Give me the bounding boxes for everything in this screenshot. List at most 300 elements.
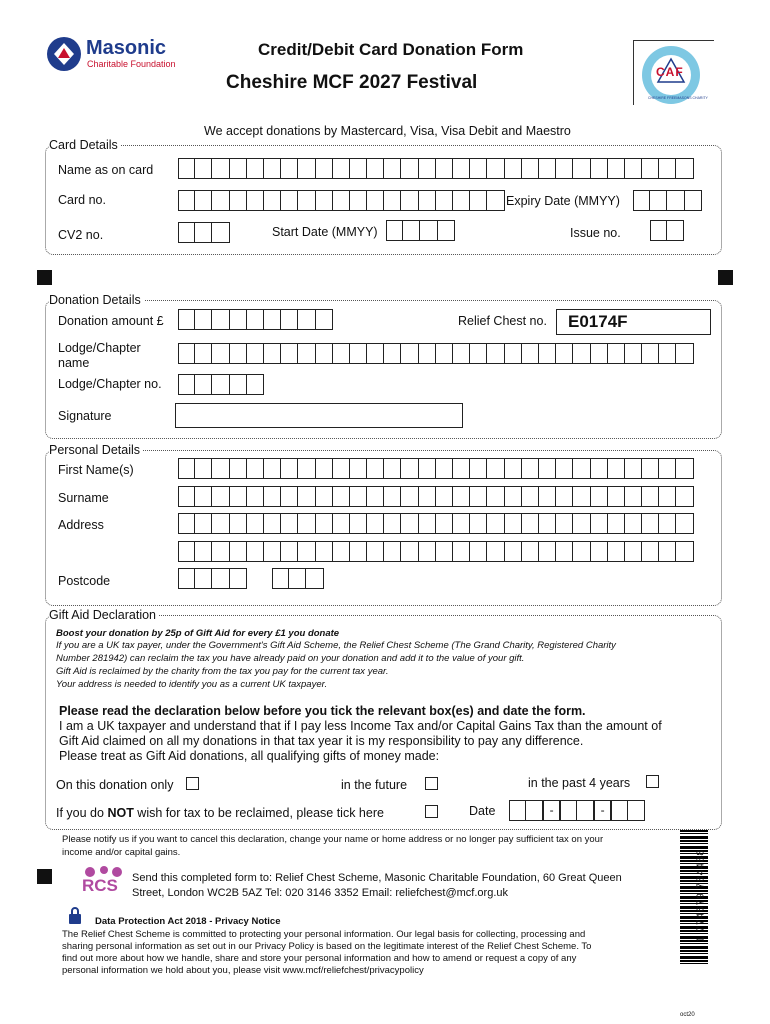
char-box[interactable] [608, 513, 625, 534]
cv2-boxes[interactable] [178, 222, 230, 243]
char-box[interactable] [453, 458, 470, 479]
char-box[interactable] [247, 541, 264, 562]
lodge-name-label-2: name [58, 356, 90, 370]
char-box[interactable] [625, 343, 642, 364]
char-box[interactable] [591, 513, 608, 534]
char-box[interactable] [247, 190, 264, 211]
char-box[interactable] [178, 486, 195, 507]
char-box[interactable] [230, 458, 247, 479]
char-box[interactable] [505, 486, 522, 507]
char-box[interactable] [453, 513, 470, 534]
char-box[interactable] [386, 220, 403, 241]
char-box[interactable] [384, 158, 401, 179]
seal-text: CHESHIRE FREEMASONS CHARITY [648, 96, 708, 100]
char-box[interactable] [633, 190, 650, 211]
char-box[interactable] [539, 158, 556, 179]
char-box[interactable] [573, 458, 590, 479]
char-box[interactable] [316, 158, 333, 179]
surname-boxes[interactable] [178, 486, 694, 507]
notify-line-1: Please notify us if you want to cancel this declaration, change your name or home address or no longer pay sufficient tax on your [62, 834, 604, 845]
char-box[interactable] [539, 513, 556, 534]
char-box[interactable] [333, 513, 350, 534]
char-box[interactable] [230, 568, 247, 589]
char-box[interactable] [247, 374, 264, 395]
char-box[interactable] [384, 190, 401, 211]
char-box[interactable] [350, 190, 367, 211]
char-box[interactable] [281, 458, 298, 479]
privacy-line-4: personal information we hold about you, please visit www.mcf/reliefchest/privacypolicy [62, 965, 424, 976]
seal-letters: CAF [656, 65, 684, 79]
char-box[interactable] [195, 486, 212, 507]
char-box[interactable] [470, 458, 487, 479]
char-box[interactable] [316, 309, 333, 330]
char-box[interactable] [212, 343, 229, 364]
issue-boxes[interactable] [650, 220, 684, 241]
char-box[interactable] [298, 513, 315, 534]
char-box[interactable] [350, 343, 367, 364]
char-box[interactable] [420, 220, 437, 241]
char-box[interactable] [556, 486, 573, 507]
char-box[interactable] [178, 513, 195, 534]
char-box[interactable] [281, 158, 298, 179]
char-box[interactable] [628, 800, 645, 821]
issue-label: Issue no. [570, 226, 621, 240]
no-reclaim-checkbox[interactable] [425, 805, 438, 818]
char-box[interactable] [350, 541, 367, 562]
char-box[interactable] [247, 486, 264, 507]
char-box[interactable] [642, 486, 659, 507]
char-box[interactable] [195, 541, 212, 562]
char-box[interactable] [625, 458, 642, 479]
char-box[interactable] [195, 458, 212, 479]
char-box[interactable] [470, 190, 487, 211]
char-box[interactable] [333, 486, 350, 507]
footer-code: oct20 [680, 1012, 695, 1018]
char-box[interactable] [281, 190, 298, 211]
char-box[interactable] [436, 541, 453, 562]
char-box[interactable] [212, 309, 229, 330]
start-date-label: Start Date (MMYY) [272, 225, 378, 239]
char-box[interactable] [401, 541, 418, 562]
char-box[interactable] [436, 486, 453, 507]
char-box[interactable] [316, 190, 333, 211]
form-title: Credit/Debit Card Donation Form [258, 40, 524, 59]
card-number-label: Card no. [58, 193, 106, 207]
char-box[interactable] [608, 541, 625, 562]
start-date-boxes[interactable] [386, 220, 455, 241]
postcode-boxes-1[interactable] [178, 568, 247, 589]
char-box[interactable] [230, 190, 247, 211]
lock-icon [68, 907, 82, 925]
char-box[interactable] [659, 343, 676, 364]
lodge-number-label: Lodge/Chapter no. [58, 377, 162, 391]
char-box[interactable] [667, 220, 684, 241]
char-box[interactable] [625, 541, 642, 562]
char-box[interactable] [333, 190, 350, 211]
first-name-boxes[interactable] [178, 458, 694, 479]
char-box[interactable] [316, 343, 333, 364]
char-box[interactable] [522, 158, 539, 179]
char-box[interactable] [642, 158, 659, 179]
char-box[interactable] [611, 800, 628, 821]
char-box[interactable] [195, 568, 212, 589]
no-reclaim-label [56, 806, 384, 820]
char-box[interactable] [247, 158, 264, 179]
gift-aid-text-4: Your address is needed to identify you as a current UK taxpayer. [56, 679, 328, 690]
char-box[interactable] [289, 568, 306, 589]
char-box[interactable] [526, 800, 543, 821]
char-box[interactable] [212, 222, 229, 243]
char-box[interactable] [659, 486, 676, 507]
char-box[interactable] [212, 486, 229, 507]
char-box[interactable] [676, 343, 693, 364]
char-box[interactable] [676, 513, 693, 534]
lodge-number-boxes[interactable] [178, 374, 264, 395]
char-box[interactable] [247, 458, 264, 479]
char-box[interactable] [659, 513, 676, 534]
char-box[interactable] [401, 458, 418, 479]
char-box[interactable] [685, 190, 702, 211]
char-box[interactable] [625, 158, 642, 179]
char-box[interactable] [195, 513, 212, 534]
char-box[interactable] [659, 541, 676, 562]
char-box[interactable] [487, 513, 504, 534]
char-box[interactable] [419, 486, 436, 507]
lodge-name-boxes[interactable] [178, 343, 694, 364]
no-reclaim-text-pre: If you do [56, 806, 108, 820]
char-box[interactable] [487, 190, 504, 211]
char-box[interactable] [212, 541, 229, 562]
char-box[interactable] [367, 513, 384, 534]
char-box[interactable] [298, 458, 315, 479]
char-box[interactable] [195, 222, 212, 243]
privacy-line-1: The Relief Chest Scheme is committed to protecting your personal information. Our legal basis for collecting, processing and [62, 929, 586, 940]
char-box[interactable] [230, 486, 247, 507]
char-box[interactable] [178, 541, 195, 562]
this-donation-checkbox[interactable] [186, 777, 199, 790]
char-box[interactable] [487, 343, 504, 364]
char-box[interactable] [403, 220, 420, 241]
char-box[interactable] [509, 800, 526, 821]
char-box[interactable] [573, 343, 590, 364]
char-box[interactable] [556, 158, 573, 179]
char-box[interactable] [195, 309, 212, 330]
char-box[interactable] [556, 458, 573, 479]
char-box[interactable] [676, 541, 693, 562]
char-box[interactable] [539, 458, 556, 479]
cv2-label: CV2 no. [58, 228, 104, 242]
name-on-card-boxes[interactable] [178, 158, 694, 179]
char-box[interactable] [367, 190, 384, 211]
char-box[interactable] [212, 158, 229, 179]
brand-name: Masonic [86, 37, 167, 59]
send-line-2: Street, London WC2B 5AZ Tel: 020 3146 3352 Email: reliefchest@mcf.org.uk [132, 887, 508, 899]
char-box[interactable] [591, 158, 608, 179]
char-box[interactable] [487, 486, 504, 507]
char-box[interactable] [539, 343, 556, 364]
corner-mark-right [718, 270, 733, 285]
char-box[interactable] [419, 541, 436, 562]
donation-amount-boxes[interactable] [178, 309, 333, 330]
char-box[interactable] [298, 190, 315, 211]
postcode-boxes-2[interactable] [272, 568, 324, 589]
char-box[interactable] [272, 568, 289, 589]
masonic-logo [46, 36, 181, 72]
char-box[interactable] [384, 458, 401, 479]
char-box[interactable] [436, 343, 453, 364]
char-box[interactable] [178, 568, 195, 589]
char-box[interactable] [298, 541, 315, 562]
char-box[interactable] [591, 486, 608, 507]
char-box[interactable] [316, 541, 333, 562]
char-box[interactable] [401, 343, 418, 364]
first-name-label: First Name(s) [58, 463, 134, 477]
char-box[interactable] [522, 343, 539, 364]
char-box[interactable] [419, 458, 436, 479]
signature-field[interactable] [175, 403, 463, 428]
char-box[interactable] [178, 458, 195, 479]
address-label: Address [58, 518, 104, 532]
char-box[interactable] [212, 458, 229, 479]
declaration-3: Please treat as Gift Aid donations, all qualifying gifts of money made: [59, 749, 440, 763]
relief-chest-value: E0174F [568, 312, 628, 331]
char-box[interactable] [230, 374, 247, 395]
address-boxes-2[interactable] [178, 541, 694, 562]
char-box[interactable] [281, 513, 298, 534]
gift-aid-text-2: Number 281942) can reclaim the tax you have already paid on your donation and add it to the value of your gift. [56, 653, 525, 664]
char-box[interactable] [608, 486, 625, 507]
char-box[interactable] [573, 158, 590, 179]
char-box[interactable] [438, 220, 455, 241]
char-box[interactable] [642, 513, 659, 534]
char-box[interactable] [230, 541, 247, 562]
char-box[interactable] [676, 158, 693, 179]
char-box[interactable] [453, 541, 470, 562]
char-box[interactable] [470, 486, 487, 507]
char-box[interactable] [539, 486, 556, 507]
past-4-years-checkbox[interactable] [646, 775, 659, 788]
date-label: Date [469, 804, 496, 818]
char-box[interactable] [608, 343, 625, 364]
char-box[interactable] [667, 190, 684, 211]
char-box[interactable] [247, 309, 264, 330]
char-box[interactable] [367, 486, 384, 507]
char-box[interactable] [419, 158, 436, 179]
char-box[interactable] [333, 343, 350, 364]
char-box[interactable] [453, 190, 470, 211]
char-box[interactable] [264, 158, 281, 179]
char-box[interactable] [522, 458, 539, 479]
address-boxes-1[interactable] [178, 513, 694, 534]
char-box[interactable] [470, 541, 487, 562]
char-box[interactable] [333, 541, 350, 562]
char-box[interactable] [230, 158, 247, 179]
char-box[interactable] [436, 458, 453, 479]
date-sep-1-box [543, 800, 560, 821]
char-box[interactable] [316, 513, 333, 534]
char-box[interactable] [591, 541, 608, 562]
char-box[interactable] [350, 458, 367, 479]
char-box[interactable] [487, 458, 504, 479]
char-box[interactable] [505, 458, 522, 479]
char-box[interactable] [676, 458, 693, 479]
date-boxes-day[interactable] [509, 800, 543, 821]
char-box[interactable] [178, 222, 195, 243]
char-box[interactable] [650, 220, 667, 241]
gift-aid-text-1: If you are a UK tax payer, under the Government's Gift Aid Scheme, the Relief Chest Scheme (The Grand Charity, Registered Charity [56, 640, 616, 651]
char-box[interactable] [453, 486, 470, 507]
char-box[interactable] [436, 190, 453, 211]
char-box[interactable] [608, 458, 625, 479]
char-box[interactable] [264, 309, 281, 330]
char-box[interactable] [401, 513, 418, 534]
char-box[interactable] [281, 541, 298, 562]
char-box[interactable] [178, 190, 195, 211]
char-box[interactable] [281, 486, 298, 507]
char-box[interactable] [676, 486, 693, 507]
char-box[interactable] [178, 374, 195, 395]
char-box[interactable] [384, 513, 401, 534]
date-boxes-year[interactable] [611, 800, 645, 821]
char-box[interactable] [264, 190, 281, 211]
char-box[interactable] [470, 158, 487, 179]
char-box[interactable] [591, 458, 608, 479]
char-box[interactable] [264, 458, 281, 479]
char-box[interactable] [212, 568, 229, 589]
char-box[interactable] [178, 309, 195, 330]
char-box[interactable] [316, 486, 333, 507]
char-box[interactable] [642, 541, 659, 562]
char-box[interactable] [573, 541, 590, 562]
char-box[interactable] [281, 309, 298, 330]
char-box[interactable] [470, 513, 487, 534]
char-box[interactable] [264, 541, 281, 562]
char-box[interactable] [470, 343, 487, 364]
char-box[interactable] [560, 800, 577, 821]
barcode [680, 830, 722, 965]
char-box[interactable] [419, 343, 436, 364]
char-box[interactable] [522, 486, 539, 507]
char-box[interactable] [556, 343, 573, 364]
char-box[interactable] [505, 343, 522, 364]
char-box[interactable] [436, 158, 453, 179]
char-box[interactable] [573, 486, 590, 507]
char-box[interactable] [350, 486, 367, 507]
char-box[interactable] [195, 190, 212, 211]
char-box[interactable] [401, 158, 418, 179]
char-box[interactable] [625, 513, 642, 534]
char-box[interactable] [419, 513, 436, 534]
char-box[interactable] [178, 158, 195, 179]
char-box[interactable] [333, 458, 350, 479]
char-box[interactable] [178, 343, 195, 364]
char-box[interactable] [401, 486, 418, 507]
char-box[interactable] [642, 458, 659, 479]
char-box[interactable] [212, 513, 229, 534]
char-box[interactable] [436, 513, 453, 534]
char-box[interactable] [659, 458, 676, 479]
char-box[interactable] [487, 158, 504, 179]
char-box[interactable] [367, 343, 384, 364]
future-label: in the future [341, 778, 408, 792]
char-box[interactable] [264, 486, 281, 507]
donation-amount-label: Donation amount £ [58, 314, 164, 328]
char-box[interactable] [608, 158, 625, 179]
date-boxes-month[interactable] [560, 800, 594, 821]
char-box[interactable] [522, 541, 539, 562]
char-box[interactable] [247, 343, 264, 364]
char-box[interactable] [264, 343, 281, 364]
future-checkbox[interactable] [425, 777, 438, 790]
char-box[interactable] [539, 541, 556, 562]
char-box[interactable] [298, 309, 315, 330]
char-box[interactable] [625, 486, 642, 507]
char-box[interactable] [650, 190, 667, 211]
char-box[interactable] [505, 158, 522, 179]
char-box[interactable] [487, 541, 504, 562]
send-address-1: Relief Chest Scheme, Masonic Charitable Foundation, 60 Great Queen [275, 872, 622, 884]
char-box[interactable] [306, 568, 323, 589]
char-box[interactable] [298, 486, 315, 507]
char-box[interactable] [384, 541, 401, 562]
char-box[interactable] [195, 343, 212, 364]
char-box[interactable] [401, 190, 418, 211]
char-box[interactable] [384, 486, 401, 507]
char-box[interactable] [316, 458, 333, 479]
char-box[interactable] [577, 800, 594, 821]
expiry-boxes[interactable] [633, 190, 702, 211]
char-box[interactable] [367, 458, 384, 479]
char-box[interactable] [659, 158, 676, 179]
char-box[interactable] [247, 513, 264, 534]
char-box[interactable] [505, 513, 522, 534]
char-box[interactable] [350, 158, 367, 179]
date-sep-2-box [594, 800, 611, 821]
char-box[interactable] [505, 541, 522, 562]
char-box[interactable] [384, 343, 401, 364]
char-box[interactable] [230, 513, 247, 534]
char-box[interactable] [264, 513, 281, 534]
rcs-logo-text: RCS [82, 876, 118, 895]
char-box[interactable] [367, 158, 384, 179]
char-box[interactable] [591, 343, 608, 364]
char-box[interactable] [556, 513, 573, 534]
char-box[interactable] [230, 309, 247, 330]
char-box[interactable] [350, 513, 367, 534]
char-box[interactable] [298, 343, 315, 364]
past-4-years-label: in the past 4 years [528, 776, 631, 790]
char-box[interactable] [419, 190, 436, 211]
char-box[interactable] [522, 513, 539, 534]
char-box[interactable] [642, 343, 659, 364]
char-box[interactable] [230, 343, 247, 364]
char-box[interactable] [556, 541, 573, 562]
char-box[interactable] [333, 158, 350, 179]
char-box[interactable] [212, 190, 229, 211]
char-box[interactable] [212, 374, 229, 395]
privacy-heading: Data Protection Act 2018 - Privacy Notice [95, 916, 281, 927]
char-box[interactable] [453, 158, 470, 179]
char-box[interactable] [573, 513, 590, 534]
char-box[interactable] [298, 158, 315, 179]
char-box[interactable] [367, 541, 384, 562]
barcode-number: 1 774679 784488 [695, 849, 707, 942]
char-box[interactable] [195, 374, 212, 395]
card-number-boxes[interactable] [178, 190, 505, 211]
char-box[interactable] [195, 158, 212, 179]
char-box[interactable] [281, 343, 298, 364]
char-box[interactable] [453, 343, 470, 364]
